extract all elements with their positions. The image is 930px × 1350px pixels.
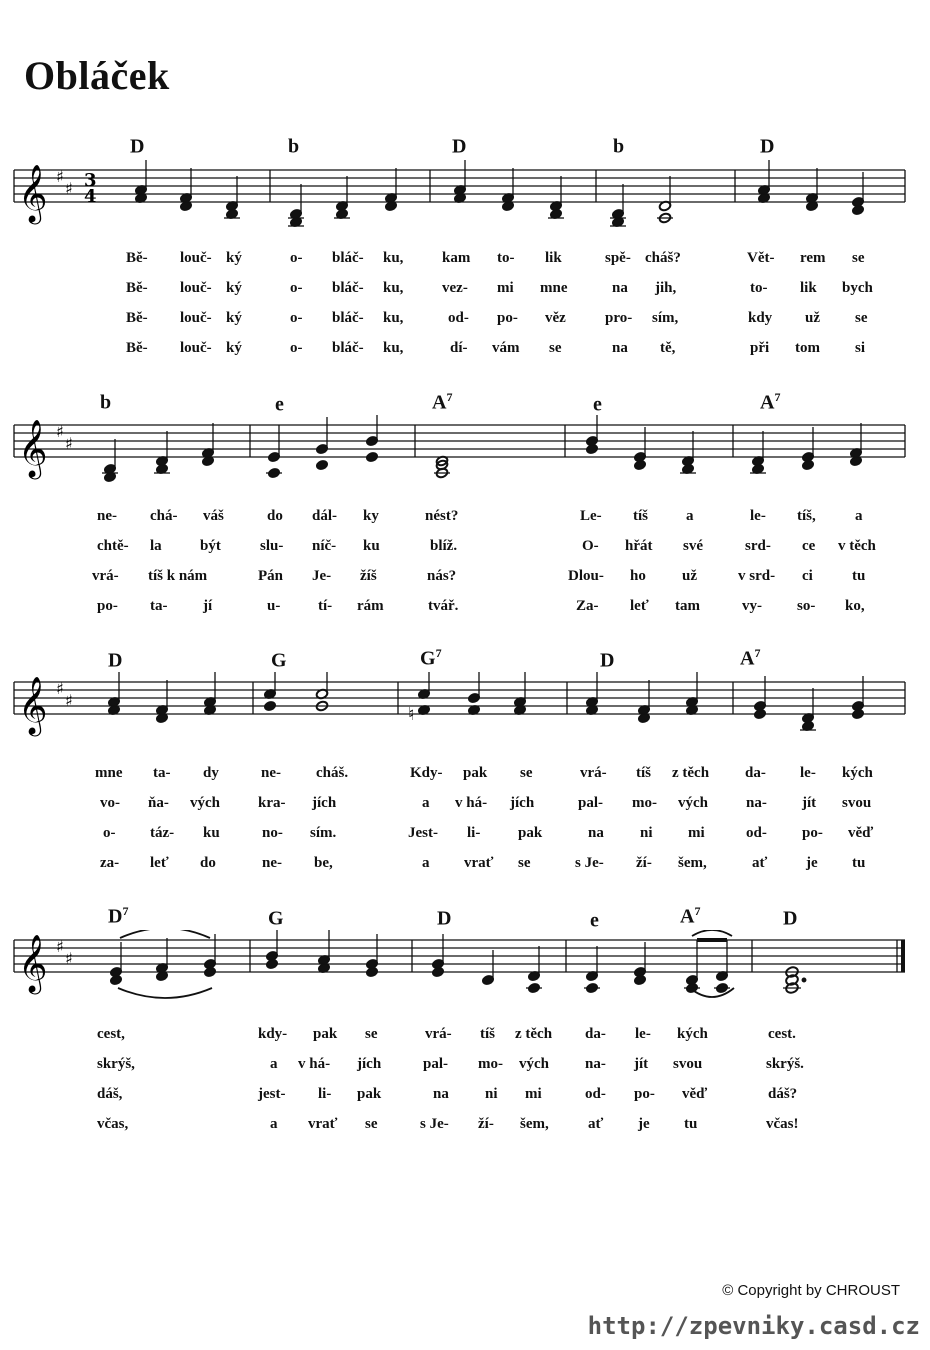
lyric-syllable: chá- [150, 508, 178, 524]
lyric-syllable: Bě- [126, 250, 148, 266]
lyric-syllable: včas! [766, 1116, 799, 1132]
lyric-syllable: kra- [258, 795, 286, 811]
lyric-syllable: leť [150, 855, 169, 871]
lyric-syllable: tíš k nám [148, 568, 208, 584]
lyric-syllable: na- [585, 1056, 606, 1072]
lyric-syllable: se [365, 1026, 378, 1042]
lyric-syllable: vrá- [92, 568, 119, 584]
chord-symbol: b [100, 391, 112, 414]
footer-url-link[interactable]: http://zpevniky.casd.cz [587, 1312, 920, 1340]
lyric-syllable: pak [313, 1026, 338, 1042]
lyric-syllable: skrýš. [766, 1056, 804, 1072]
chord-symbol: D [108, 649, 123, 672]
lyric-syllable: O- [582, 538, 599, 554]
lyric-syllable: dáš? [768, 1086, 798, 1102]
lyric-syllable: tíš [636, 765, 651, 781]
lyric-syllable: se [365, 1116, 378, 1132]
lyric-syllable: v těch [838, 538, 876, 554]
lyric-syllable: Kdy- [410, 765, 443, 781]
lyric-syllable: ku [203, 825, 220, 841]
lyric-syllable: se [518, 855, 531, 871]
lyric-syllable: u- [267, 598, 281, 614]
lyric-syllable: na [433, 1086, 449, 1102]
lyric-syllable: ky [363, 508, 379, 524]
lyric-syllable: li- [318, 1086, 332, 1102]
sharp-icon: ♯ [65, 949, 73, 968]
sharp-icon: ♯ [56, 679, 64, 698]
lyric-syllable: bláč- [332, 340, 364, 356]
notes-group [107, 672, 864, 732]
page-title: Obláček [24, 53, 170, 98]
lyric-syllable: la [150, 538, 162, 554]
lyric-line-verse-2 [0, 538, 930, 560]
lyric-syllable: vrá- [580, 765, 607, 781]
lyric-syllable: to- [497, 250, 515, 266]
lyric-syllable: jít [634, 1056, 649, 1072]
lyric-syllable: a [422, 855, 430, 871]
lyric-syllable: rám [357, 598, 384, 614]
lyric-syllable: do [200, 855, 216, 871]
lyric-syllable: váš [203, 508, 224, 524]
chord-symbol: e [275, 393, 284, 416]
lyric-syllable: na- [746, 795, 767, 811]
chord-symbol: $A^7$ [760, 390, 781, 414]
lyric-syllable: vrá- [425, 1026, 452, 1042]
lyric-syllable: pak [518, 825, 543, 841]
lyric-syllable: do [267, 508, 283, 524]
lyric-syllable: se [855, 310, 868, 326]
chord-symbol: D [600, 649, 615, 672]
lyric-syllable: své [683, 538, 703, 554]
lyric-syllable: svou [842, 795, 872, 811]
lyric-syllable: louč- [180, 340, 212, 356]
lyric-syllable: Vět- [747, 250, 775, 266]
lyric-syllable: bláč- [332, 250, 364, 266]
chord-symbol: G [271, 649, 287, 672]
lyric-syllable: be, [314, 855, 333, 871]
lyric-syllable: slu- [260, 538, 284, 554]
lyric-syllable: po- [802, 825, 823, 841]
lyric-syllable: o- [103, 825, 116, 841]
lyric-syllable: cháš. [316, 765, 349, 781]
lyric-syllable: na [612, 340, 628, 356]
lyric-syllable: o- [290, 340, 303, 356]
lyric-syllable: no- [262, 825, 283, 841]
lyric-syllable: srd- [745, 538, 771, 554]
lyric-syllable: Jest- [408, 825, 438, 841]
lyric-syllable: z těch [672, 765, 710, 781]
lyric-line-verse-2 [0, 795, 930, 817]
lyric-syllable: Pán [258, 568, 284, 584]
lyric-syllable: ta- [150, 598, 168, 614]
lyric-line-verse-4 [0, 855, 930, 877]
lyric-syllable: kých [842, 765, 873, 781]
lyric-syllable: tam [675, 598, 700, 614]
lyric-syllable: tě, [660, 340, 676, 356]
lyric-line-verse-4 [0, 340, 930, 362]
lyric-line-verse-3 [0, 310, 930, 332]
lyric-line-verse-1 [0, 508, 930, 530]
chord-symbol: $D^7$ [108, 904, 129, 928]
lyric-line-verse-1 [0, 1026, 930, 1048]
lyric-syllable: lik [800, 280, 817, 296]
chord-symbol: $A^7$ [432, 390, 453, 414]
lyric-line-verse-2 [0, 1056, 930, 1078]
lyric-syllable: včas, [97, 1116, 129, 1132]
lyric-syllable: a [422, 795, 430, 811]
lyric-syllable: táz- [150, 825, 175, 841]
lyric-syllable: kých [677, 1026, 708, 1042]
lyric-syllable: dy [203, 765, 219, 781]
lyric-syllable: ží- [478, 1116, 494, 1132]
lyric-syllable: lik [545, 250, 562, 266]
lyric-line-verse-1 [0, 765, 930, 787]
lyric-line-verse-4 [0, 598, 930, 620]
lyric-syllable: mi [525, 1086, 542, 1102]
lyric-syllable: šem, [678, 855, 707, 871]
lyric-syllable: Bě- [126, 310, 148, 326]
natural-icon: ♮ [408, 704, 415, 725]
lyric-syllable: jest- [258, 1086, 286, 1102]
lyric-syllable: na [612, 280, 628, 296]
lyric-syllable: ký [226, 310, 242, 326]
lyric-syllable: věz [545, 310, 566, 326]
lyric-syllable: ží- [636, 855, 652, 871]
lyric-syllable: mne [540, 280, 568, 296]
treble-clef-icon: 𝄞 [18, 164, 48, 222]
lyric-syllable: ne- [261, 765, 281, 781]
lyric-syllable: o- [290, 280, 303, 296]
treble-clef-icon: 𝄞 [18, 934, 48, 992]
lyric-syllable: se [549, 340, 562, 356]
lyric-syllable: už [682, 568, 697, 584]
music-staff [0, 415, 930, 495]
lyric-syllable: se [520, 765, 533, 781]
lyric-syllable: s Je- [420, 1116, 449, 1132]
lyric-syllable: cest. [768, 1026, 796, 1042]
lyric-syllable: le- [635, 1026, 651, 1042]
lyric-syllable: Bě- [126, 280, 148, 296]
lyric-syllable: vy- [742, 598, 762, 614]
lyric-syllable: da- [585, 1026, 606, 1042]
lyric-syllable: žíš [360, 568, 377, 584]
lyric-syllable: vých [678, 795, 708, 811]
lyric-syllable: šem, [520, 1116, 549, 1132]
lyric-syllable: už [805, 310, 820, 326]
lyric-syllable: s Je- [575, 855, 604, 871]
lyric-syllable: nést? [425, 508, 459, 524]
lyric-syllable: z těch [515, 1026, 553, 1042]
lyric-syllable: tíš [633, 508, 648, 524]
lyric-syllable: da- [745, 765, 766, 781]
lyric-syllable: Za- [576, 598, 599, 614]
lyric-syllable: po- [97, 598, 118, 614]
lyric-line-verse-4 [0, 1116, 930, 1138]
lyric-syllable: za- [100, 855, 120, 871]
lyric-syllable: jích [357, 1056, 382, 1072]
lyric-syllable: jít [802, 795, 817, 811]
lyric-syllable: ci [802, 568, 813, 584]
chord-symbol: D [783, 907, 798, 930]
lyric-syllable: dí- [450, 340, 468, 356]
lyric-syllable: bych [842, 280, 873, 296]
lyric-syllable: je [806, 855, 818, 871]
chord-symbol: D [130, 135, 145, 158]
lyric-syllable: hřát [625, 538, 653, 554]
lyric-syllable: kdy- [258, 1026, 288, 1042]
lyric-syllable: a [686, 508, 694, 524]
lyric-syllable: rem [800, 250, 826, 266]
lyric-syllable: a [855, 508, 863, 524]
lyric-syllable: ni [640, 825, 653, 841]
lyric-syllable: ho [630, 568, 646, 584]
lyric-syllable: mo- [478, 1056, 503, 1072]
lyric-syllable: louč- [180, 250, 212, 266]
chord-symbol: b [288, 135, 300, 158]
lyric-syllable: při [750, 340, 770, 356]
lyric-syllable: tu [852, 855, 866, 871]
lyric-syllable: ko, [845, 598, 865, 614]
lyric-syllable: nás? [427, 568, 457, 584]
copyright-notice: © Copyright by CHROUST [722, 1282, 900, 1299]
lyric-syllable: ni [485, 1086, 498, 1102]
lyric-syllable: skrýš, [97, 1056, 135, 1072]
chord-symbol: e [590, 909, 599, 932]
lyric-syllable: pak [463, 765, 488, 781]
lyric-syllable: bláč- [332, 280, 364, 296]
treble-clef-icon: 𝄞 [18, 419, 48, 477]
sharp-icon: ♯ [56, 937, 64, 956]
sharp-icon: ♯ [65, 434, 73, 453]
lyric-syllable: věď [848, 825, 874, 841]
lyric-syllable: so- [797, 598, 816, 614]
lyric-syllable: dál- [312, 508, 338, 524]
lyric-syllable: od- [585, 1086, 606, 1102]
chord-symbol: $A^7$ [680, 904, 701, 928]
lyric-syllable: vám [492, 340, 520, 356]
lyric-line-verse-3 [0, 568, 930, 590]
lyric-syllable: leť [630, 598, 649, 614]
lyric-line-verse-3 [0, 1086, 930, 1108]
lyric-syllable: ať [588, 1116, 604, 1132]
lyric-syllable: ku, [383, 340, 404, 356]
chord-symbol: G [268, 907, 284, 930]
lyric-syllable: cest, [97, 1026, 125, 1042]
chord-symbol: $G^7$ [420, 646, 442, 670]
time-signature-upper: 3 [84, 170, 97, 191]
lyric-syllable: dáš, [97, 1086, 123, 1102]
sharp-icon: ♯ [56, 167, 64, 186]
lyric-line-verse-3 [0, 825, 930, 847]
lyric-syllable: ne- [97, 508, 117, 524]
lyric-syllable: tí- [318, 598, 333, 614]
lyric-syllable: od- [746, 825, 767, 841]
lyric-syllable: pak [357, 1086, 382, 1102]
sharp-icon: ♯ [65, 179, 73, 198]
lyric-syllable: tvář. [428, 598, 459, 614]
lyric-syllable: ký [226, 250, 242, 266]
chord-symbol: $A^7$ [740, 646, 761, 670]
lyric-line-verse-1 [0, 250, 930, 272]
lyric-syllable: se [852, 250, 865, 266]
lyric-syllable: pro- [605, 310, 633, 326]
lyric-syllable: sím, [652, 310, 679, 326]
lyric-syllable: si [855, 340, 866, 356]
lyric-syllable: le- [750, 508, 766, 524]
lyric-syllable: po- [497, 310, 518, 326]
lyric-syllable: je [638, 1116, 650, 1132]
lyric-syllable: Le- [580, 508, 602, 524]
music-staff [0, 930, 930, 1010]
lyric-syllable: a [270, 1116, 278, 1132]
lyric-syllable: vo- [100, 795, 120, 811]
lyric-syllable: ku, [383, 250, 404, 266]
music-staff [0, 160, 930, 240]
sharp-icon: ♯ [56, 422, 64, 441]
lyric-syllable: ký [226, 340, 242, 356]
chord-symbol: e [593, 393, 602, 416]
lyric-syllable: to- [750, 280, 768, 296]
lyric-syllable: od- [448, 310, 469, 326]
lyric-syllable: ce [802, 538, 816, 554]
lyric-syllable: spě- [605, 250, 631, 266]
lyric-syllable: pal- [423, 1056, 449, 1072]
time-signature-lower: 4 [84, 186, 97, 207]
lyric-syllable: ký [226, 280, 242, 296]
chord-symbol: D [760, 135, 775, 158]
lyric-syllable: vých [519, 1056, 549, 1072]
lyric-syllable: vých [190, 795, 220, 811]
lyric-syllable: jí [203, 598, 213, 614]
treble-clef-icon: 𝄞 [18, 676, 48, 734]
lyric-syllable: kam [442, 250, 471, 266]
lyric-syllable: o- [290, 250, 303, 266]
lyric-syllable: ať [752, 855, 768, 871]
lyric-syllable: mne [95, 765, 123, 781]
lyric-syllable: cháš? [645, 250, 681, 266]
lyric-syllable: mo- [632, 795, 657, 811]
lyric-syllable: ta- [153, 765, 171, 781]
lyric-syllable: tíš [480, 1026, 495, 1042]
lyric-syllable: tu [684, 1116, 698, 1132]
lyric-syllable: v há- [455, 795, 488, 811]
lyric-syllable: mi [497, 280, 514, 296]
lyric-syllable: kdy [748, 310, 773, 326]
music-staff [0, 672, 930, 752]
lyric-syllable: louč- [180, 310, 212, 326]
lyric-syllable: o- [290, 310, 303, 326]
lyric-syllable: tu [852, 568, 866, 584]
lyric-syllable: le- [800, 765, 816, 781]
lyric-syllable: v há- [298, 1056, 331, 1072]
lyric-syllable: li- [467, 825, 481, 841]
lyric-syllable: ňa- [148, 795, 169, 811]
lyric-syllable: svou [673, 1056, 703, 1072]
chord-symbol: D [452, 135, 467, 158]
lyric-syllable: jih, [655, 280, 677, 296]
lyric-syllable: po- [634, 1086, 655, 1102]
lyric-syllable: jích [312, 795, 337, 811]
lyric-syllable: tom [795, 340, 820, 356]
lyric-syllable: Bě- [126, 340, 148, 356]
lyric-syllable: pal- [578, 795, 604, 811]
lyric-syllable: v srd- [738, 568, 776, 584]
lyric-syllable: louč- [180, 280, 212, 296]
lyric-syllable: chtě- [97, 538, 129, 554]
lyric-syllable: blíž. [430, 538, 458, 554]
chord-symbol: b [613, 135, 625, 158]
lyric-syllable: ne- [262, 855, 282, 871]
lyric-line-verse-2 [0, 280, 930, 302]
lyric-syllable: sím. [310, 825, 337, 841]
lyric-syllable: tíš, [797, 508, 816, 524]
lyric-syllable: vrať [464, 855, 494, 871]
lyric-syllable: vrať [308, 1116, 338, 1132]
lyric-syllable: být [200, 538, 221, 554]
lyric-syllable: ku, [383, 280, 404, 296]
lyric-syllable: Je- [312, 568, 332, 584]
lyric-syllable: a [270, 1056, 278, 1072]
lyric-syllable: mi [688, 825, 705, 841]
lyric-syllable: vez- [442, 280, 468, 296]
chord-symbol: D [437, 907, 452, 930]
lyric-syllable: jích [510, 795, 535, 811]
sharp-icon: ♯ [65, 691, 73, 710]
lyric-syllable: níč- [312, 538, 337, 554]
lyric-syllable: ku [363, 538, 380, 554]
lyric-syllable: ku, [383, 310, 404, 326]
lyric-syllable: Dlou- [568, 568, 604, 584]
lyric-syllable: na [588, 825, 604, 841]
lyric-syllable: bláč- [332, 310, 364, 326]
lyric-syllable: věď [682, 1086, 708, 1102]
